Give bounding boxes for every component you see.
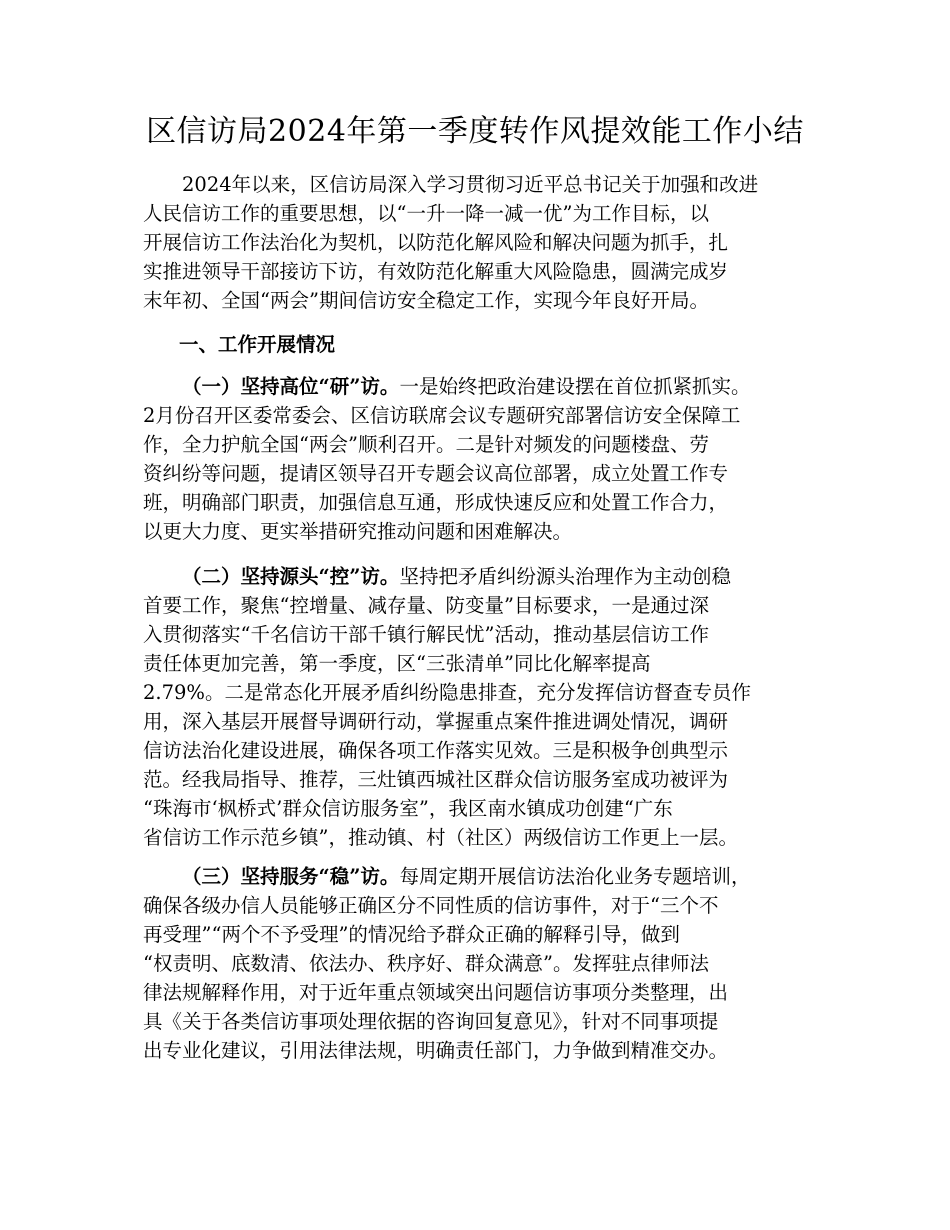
subsection-2-line: 范。经我局指导、推荐，三灶镇西城社区群众信访服务室成功被评为 <box>143 768 729 791</box>
subsection-3-first-line <box>143 862 833 891</box>
subsection-2-line: 信访法治化建设进展，确保各项工作落实见效。三是积极争创典型示 <box>143 739 729 762</box>
subsection-3-line: 出专业化建议，引用法律法规，明确责任部门，力争做到精准交办。 <box>143 1039 729 1062</box>
subsection-3-line: “权责明、底数清、依法办、秩序好、群众满意”。发挥驻点律师法 <box>143 952 709 975</box>
subsection-3-line: 再受理”“两个不予受理”的情况给予群众正确的解释引导，做到 <box>143 923 680 946</box>
section-heading: 一、工作开展情况 <box>179 333 336 356</box>
subsection-3-line: 具《关于各类信访事项处理依据的咨询回复意见》，针对不同事项提 <box>143 1010 719 1033</box>
subsection-1-line: 2月份召开区委常委会、区信访联席会议专题研究部署信访安全保障工 <box>143 404 741 427</box>
subsection-1-line: 以更大力度、更实举措研究推动问题和困难解决。 <box>143 520 573 543</box>
subsection-1-line: 资纠纷等问题，提请区领导召开专题会议高位部署，成立处置工作专 <box>143 462 729 485</box>
subsection-1-first-line <box>143 372 833 401</box>
subsection-1-line: 班，明确部门职责，加强信息互通，形成快速反应和处置工作合力， <box>143 491 729 514</box>
intro-line: 人民信访工作的重要思想，以“一升一降一减一优”为工作目标，以 <box>143 202 709 225</box>
subsection-2 <box>143 562 833 852</box>
document-title: 区信访局2024年第一季度转作风提效能工作小结 <box>146 114 804 149</box>
intro-line: 末年初、全国“两会”期间信访安全稳定工作，实现今年良好开局。 <box>143 289 709 312</box>
subsection-2-heading: （二）坚持源头“控”访。 <box>182 565 400 588</box>
subsection-2-line: 坚持把矛盾纠纷源头治理作为主动创稳 <box>399 565 731 588</box>
subsection-2-line: 责任体更加完善，第一季度，区“三张清单”同比化解率提高 <box>143 652 651 675</box>
subsection-2-line: 2.79%。二是常态化开展矛盾纠纷隐患排查，充分发挥信访督查专员作 <box>143 681 751 704</box>
subsection-1-line: 作，全力护航全国“两会”顺利召开。二是针对频发的问题楼盘、劳 <box>143 433 709 456</box>
subsection-3-line: 确保各级办信人员能够正确区分不同性质的信访事件，对于“三个不 <box>143 894 719 917</box>
subsection-2-first-line <box>143 562 833 591</box>
subsection-2-line: 入贯彻落实“千名信访干部千镇行解民忧”活动，推动基层信访工作 <box>143 623 709 646</box>
intro-line: 2024年以来，区信访局深入学习贯彻习近平总书记关于加强和改进 <box>182 173 759 196</box>
subsection-2-line: 省信访工作示范乡镇”，推动镇、村（社区）两级信访工作更上一层。 <box>143 826 738 849</box>
subsection-2-line: 用，深入基层开展督导调研行动，掌握重点案件推进调处情况，调研 <box>143 710 729 733</box>
subsection-3-line: 律法规解释作用，对于近年重点领域突出问题信访事项分类整理，出 <box>143 981 729 1004</box>
intro-line: 开展信访工作法治化为契机，以防范化解风险和解决问题为抓手，扎 <box>143 231 729 254</box>
subsection-2-line: 首要工作，聚焦“控增量、减存量、防变量”目标要求，一是通过深 <box>143 594 709 617</box>
subsection-3-heading: （三）坚持服务“稳”访。 <box>182 865 400 888</box>
subsection-1-line: 一是始终把政治建设摆在首位抓紧抓实。 <box>399 375 751 398</box>
subsection-3-line: 每周定期开展信访法治化业务专题培训， <box>399 865 751 888</box>
intro-paragraph <box>143 170 833 315</box>
subsection-3 <box>143 862 833 1065</box>
subsection-1-heading: （一）坚持高位“研”访。 <box>182 375 400 398</box>
intro-line: 实推进领导干部接访下访，有效防范化解重大风险隐患，圆满完成岁 <box>143 260 729 283</box>
subsection-2-line: “珠海市‘枫桥式’群众信访服务室”，我区南水镇成功创建“广东 <box>143 797 673 820</box>
subsection-1 <box>143 372 833 546</box>
